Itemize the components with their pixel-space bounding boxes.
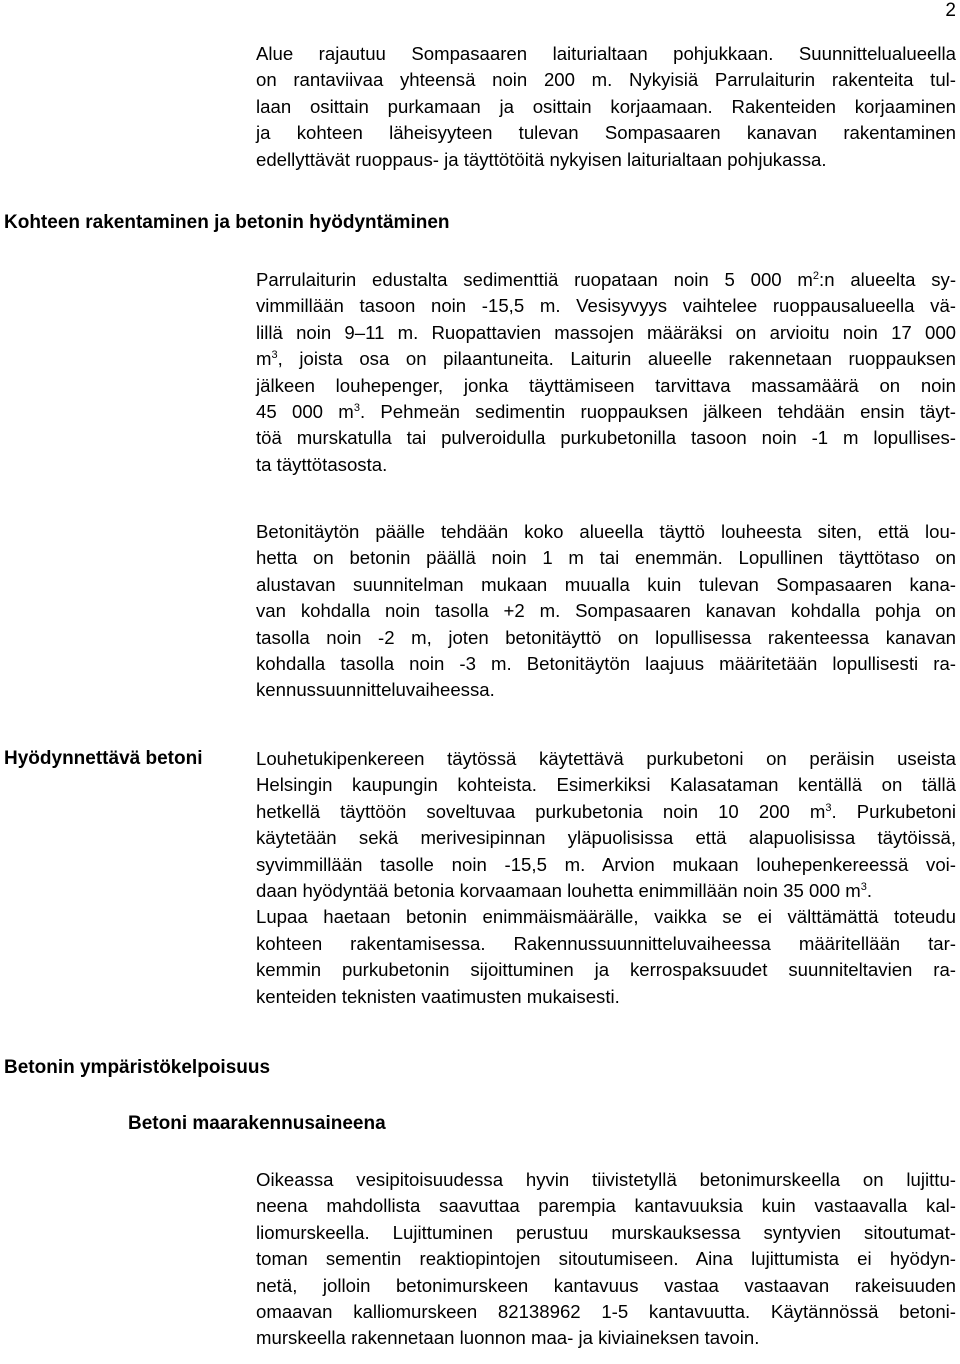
text-line: kennussuunnitteluvaiheessa. <box>256 679 495 701</box>
text-line: on rantaviivaa yhteensä noin 200 m. Nykyisiä Parrulaiturin rakenteita tul- <box>256 69 956 91</box>
intro-paragraph <box>256 41 956 173</box>
text-line: omaavan kalliomurskeen 82138962 1-5 kantavuutta. Käytännössä betoni- <box>256 1301 956 1323</box>
earthworks-paragraph <box>256 1167 956 1352</box>
text-line: edellyttävät ruoppaus- ja täyttötöitä nykyisen laiturialtaan pohjukassa. <box>256 148 827 170</box>
text-line: kenteiden teknisten vaatimusten mukaisesti. <box>256 985 620 1007</box>
text-line: van kohdalla noin tasolla +2 m. Sompasaaren kanavan kohdalla pohja on <box>256 600 956 622</box>
text-line: kohdalla tasolla noin -3 m. Betonitäytön laajuus määritetään lopullisesti ra- <box>256 653 956 675</box>
concrete-fill-paragraph <box>256 519 956 704</box>
text-line: ja kohteen läheisyyteen tulevan Sompasaaren kanavan rakentaminen <box>256 122 956 144</box>
dredging-paragraph <box>256 267 956 478</box>
text-line: Oikeassa vesipitoisuudessa hyvin tiivistetyllä betonimurskeella on lujittu- <box>256 1169 956 1190</box>
text-line: daan hyödyntää betonia korvaamaan louhetta enimmillään noin 35 000 $m^3$. <box>256 880 873 902</box>
text-line: syvimmillään tasolle noin -15,5 m. Arvion mukaan louhepenkereessä voi- <box>256 853 956 875</box>
text-line: hetta on betonin päällä noin 1 m tai enemmän. Lopullinen täyttötaso on <box>256 547 956 569</box>
section-heading-construction: Kohteen rakentaminen ja betonin hyödyntäminen <box>4 212 450 233</box>
text-line: kohteen rakentamisessa. Rakennussuunnitteluvaiheessa määritellään tar- <box>256 932 956 954</box>
text-line: netä, jolloin betonimurskeen kantavuus vastaa vastaavan rakeisuuden <box>256 1274 956 1296</box>
text-line: hetkellä täyttöön soveltuvaa purkubetonia noin 10 200 $m^3$. Purkubetoni <box>256 800 956 822</box>
subsection-heading-earthworks: Betoni maarakennusaineena <box>128 1113 386 1134</box>
text-line: murskeella rakennetaan luonnon maa- ja kiviaineksen tavoin. <box>256 1327 760 1349</box>
text-line: Parrulaiturin edustalta sedimenttiä ruopataan noin 5 000 $m^2:n$ alueelta sy- <box>256 269 957 290</box>
text-line: $m^3$, joista osa on pilaantuneita. Laiturin alueelle rakennetaan ruoppauksen <box>256 348 956 370</box>
text-line: Helsingin kaupungin kohteista. Esimerkiksi Kalasataman kentällä on tällä <box>256 774 956 796</box>
text-line: vimmillään tasoon noin -15,5 m. Vesisyvyys vaihtelee ruoppausalueella vä- <box>256 295 956 317</box>
text-line: alustavan suunnitelman mukaan muualla kuin tulevan Sompasaaren kana- <box>256 573 956 595</box>
text-line: Alue rajautuu Sompasaaren laiturialtaan pohjukkaan. Suunnittelualueella <box>256 43 956 64</box>
section-heading-utilized-concrete: Hyödynnettävä betoni <box>4 748 203 769</box>
text-line: liomurskeella. Lujittuminen perustuu murskauksessa syntyvien sitoutumat- <box>256 1221 956 1243</box>
section-heading-environmental-suitability: Betonin ympäristökelpoisuus <box>4 1057 271 1078</box>
text-line: Louhetukipenkereen täytössä käytettävä purkubetoni on peräisin useista <box>256 748 956 769</box>
text-line: jälkeen louhepenger, jonka täyttämiseen tarvittava massamäärä on noin <box>256 374 956 396</box>
text-line: laan osittain purkamaan ja osittain korjaamaan. Rakenteiden korjaaminen <box>256 95 956 117</box>
page-number: 2 <box>945 0 956 21</box>
text-line: 45 000 $m^3$. Pehmeän sedimentin ruoppauksen jälkeen tehdään ensin täyt- <box>256 401 956 423</box>
text-line: Lupaa haetaan betonin enimmäismäärälle, vaikka se ei välttämättä toteudu <box>256 906 956 928</box>
text-line: lillä noin 9–11 m. Ruopattavien massojen määräksi on arvioitu noin 17 000 <box>256 321 956 343</box>
text-line: toman sementin reaktiopintojen sitoutumiseen. Aina lujittumista ei hyödyn- <box>256 1248 956 1270</box>
text-line: neena mahdollista saavuttaa parempia kantavuuksia kuin vastaavalla kal- <box>256 1195 956 1217</box>
text-line: ta täyttötasosta. <box>256 453 388 475</box>
text-line: töä murskatulla tai pulveroidulla purkubetonilla tasoon noin -1 m lopullises- <box>256 427 956 449</box>
utilized-concrete-paragraph <box>256 746 956 1010</box>
text-line: Betonitäytön päälle tehdään koko alueella täyttö louheesta siten, että lou- <box>256 521 956 542</box>
text-line: käytetään sekä merivesipinnan yläpuolisissa että alapuolisissa täytöissä, <box>256 827 956 849</box>
text-line: kemmin purkubetonin sijoittuminen ja kerrospaksuudet suunniteltavien ra- <box>256 959 956 981</box>
text-line: tasolla noin -2 m, joten betonitäyttö on lopullisessa rakenteessa kanavan <box>256 626 956 648</box>
